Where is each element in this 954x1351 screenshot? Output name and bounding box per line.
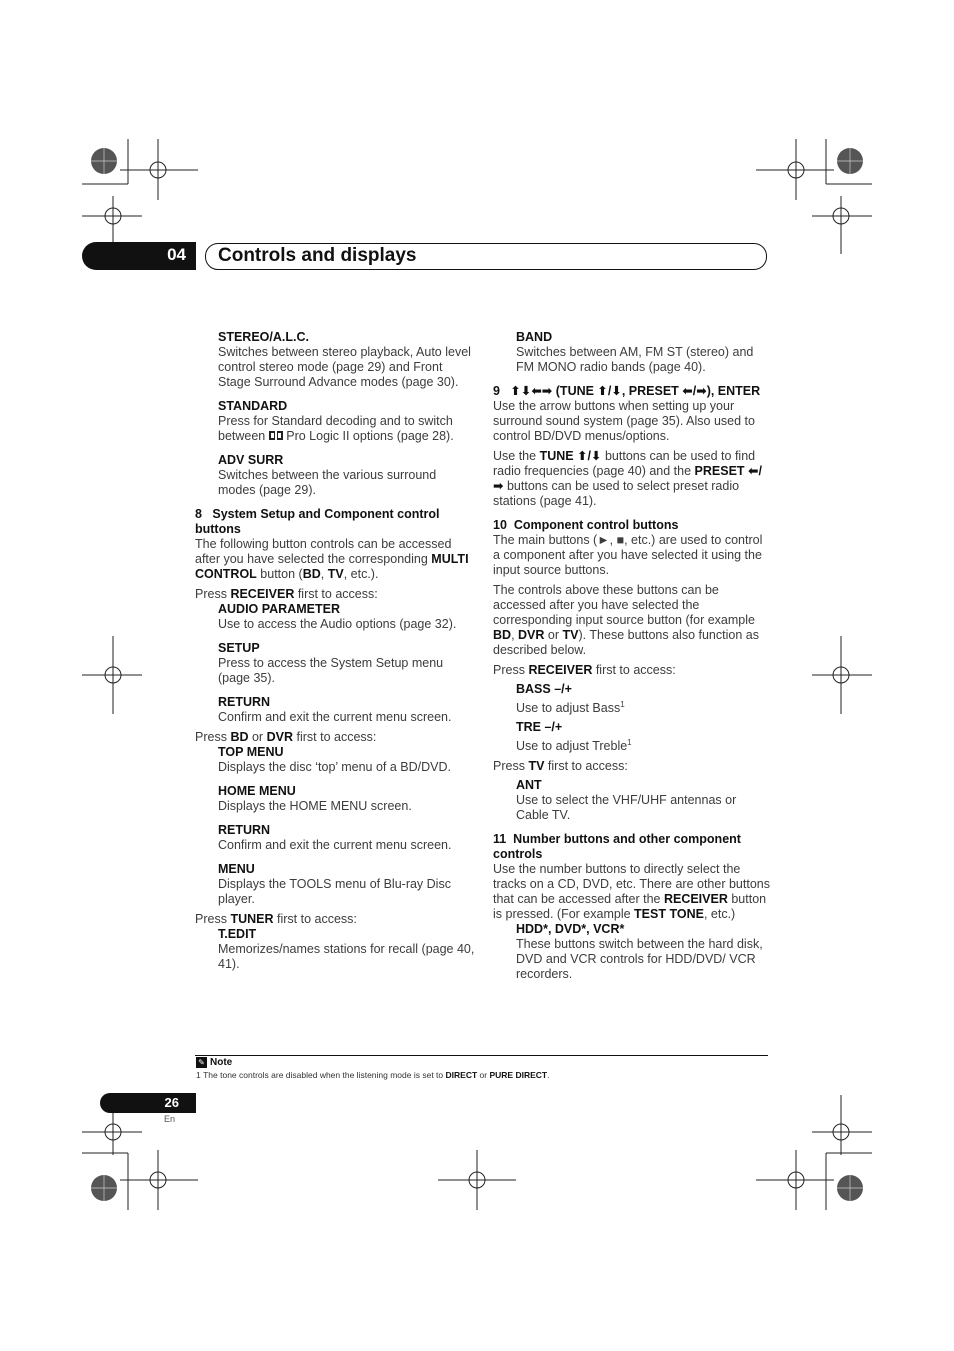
t-edit-text: Memorizes/names stations for recall (page 40, 41).: [218, 942, 475, 971]
top-menu-text: Displays the disc ‘top’ menu of a BD/DVD.: [218, 760, 451, 774]
band-text: Switches between AM, FM ST (stereo) and FM MONO radio bands (page 40).: [516, 345, 754, 374]
ant-heading: ANT: [516, 778, 542, 793]
section-9-text-2: Use the TUNE ⬆/⬇ buttons can be used to find radio frequencies (page 40) and the PRESET ⬅/➡ buttons can be used to select preset radio stations (page 41).: [493, 449, 762, 508]
t-edit-heading: T.EDIT: [218, 927, 257, 941]
footnote: 1 The tone controls are disabled when the listening mode is set to DIRECT or PURE DIRECT.: [196, 1070, 550, 1080]
arrow-keys-icon: ⬆⬇⬅➡: [510, 384, 553, 398]
right-column: [493, 330, 771, 982]
setup-heading: SETUP: [218, 641, 260, 655]
section-11-text: Use the number buttons to directly select the tracks on a CD, DVD, etc. There are other buttons that can be accessed after the RECEIVER button is pressed. (For example TEST TONE, etc.): [493, 862, 770, 922]
menu-heading: MENU: [218, 862, 255, 876]
chapter-tab: [82, 242, 196, 270]
section-10-text-1: The main buttons (►, ■, etc.) are used to control a component after you have selected it using the input source buttons.: [493, 533, 763, 577]
press-receiver-2: Press RECEIVER first to access:: [493, 663, 676, 677]
page-number: 26: [164, 1095, 179, 1110]
home-menu-text: Displays the HOME MENU screen.: [218, 799, 412, 813]
note-label: ✎ Note: [196, 1057, 232, 1068]
chapter-number: 04: [167, 245, 186, 264]
stereo-text: Switches between stereo playback, Auto level control stereo mode (page 29) and Front Stage Surround Advance modes (page 30).: [218, 345, 471, 389]
section-8-heading: 8 System Setup and Component control buttons: [195, 507, 440, 536]
note-divider: [195, 1055, 768, 1056]
adv-surr-text: Switches between the various surround modes (page 29).: [218, 468, 437, 497]
dolby-icon: [269, 429, 283, 438]
top-menu-heading: TOP MENU: [218, 745, 284, 759]
standard-heading: STANDARD: [218, 399, 288, 413]
press-bd-dvr: Press BD or DVR first to access:: [195, 730, 377, 744]
return-text-2: Confirm and exit the current menu screen.: [218, 838, 452, 852]
left-column: [195, 330, 475, 972]
home-menu-heading: HOME MENU: [218, 784, 296, 798]
section-10-heading: 10 Component control buttons: [493, 518, 679, 532]
ant-text: Use to select the VHF/UHF antennas or Cable TV.: [516, 793, 737, 823]
standard-text: Press for Standard decoding and to switch between Pro Logic II options (page 28).: [218, 414, 454, 443]
note-pencil-icon: ✎: [196, 1057, 207, 1068]
section-8-text: The following button controls can be accessed after you have selected the corresponding MULTI CONTROL button (BD, TV, etc.).: [195, 537, 469, 581]
audio-parameter-text: Use to access the Audio options (page 32).: [218, 617, 457, 631]
page-number-tab: [100, 1093, 196, 1113]
language-code: En: [164, 1114, 176, 1124]
adv-surr-heading: ADV SURR: [218, 453, 284, 467]
section-9-text-1: Use the arrow buttons when setting up your surround sound system (page 35). Also used to control BD/DVD menus/options.: [493, 399, 755, 443]
tre-heading: TRE –/+: [516, 720, 563, 735]
band-heading: BAND: [516, 330, 553, 344]
press-tv: Press TV first to access:: [493, 759, 628, 774]
bass-heading: BASS –/+: [516, 682, 572, 696]
section-10-text-2: The controls above these buttons can be accessed after you have selected the corresponding input source button (for example BD, DVR or TV). These buttons also function as described below.: [493, 583, 759, 657]
press-tuner: Press TUNER first to access:: [195, 912, 357, 926]
chapter-title-box: [205, 243, 767, 270]
section-11-heading: 11 Number buttons and other component controls: [493, 832, 741, 862]
audio-parameter-heading: AUDIO PARAMETER: [218, 602, 340, 616]
hdd-dvd-vcr-text: These buttons switch between the hard disk, DVD and VCR controls for HDD/DVD/ VCR recorders.: [516, 937, 763, 982]
hdd-dvd-vcr-heading: HDD*, DVD*, VCR*: [516, 922, 625, 937]
setup-text: Press to access the System Setup menu (page 35).: [218, 656, 444, 685]
press-receiver-1: Press RECEIVER first to access:: [195, 587, 378, 601]
chapter-title: Controls and displays: [218, 245, 417, 266]
menu-text: Displays the TOOLS menu of Blu-ray Disc player.: [218, 877, 451, 906]
tre-text: Use to adjust Treble$^1$: [516, 738, 632, 754]
bass-text: Use to adjust Bass$^1$: [516, 700, 625, 716]
stereo-heading: STEREO/A.L.C.: [218, 330, 309, 344]
return-text-1: Confirm and exit the current menu screen.: [218, 710, 452, 724]
return-heading-2: RETURN: [218, 823, 271, 837]
section-9-heading: 9 ⬆⬇⬅➡ (TUNE ⬆/⬇, PRESET ⬅/➡), ENTER: [493, 384, 761, 398]
return-heading-1: RETURN: [218, 695, 271, 709]
